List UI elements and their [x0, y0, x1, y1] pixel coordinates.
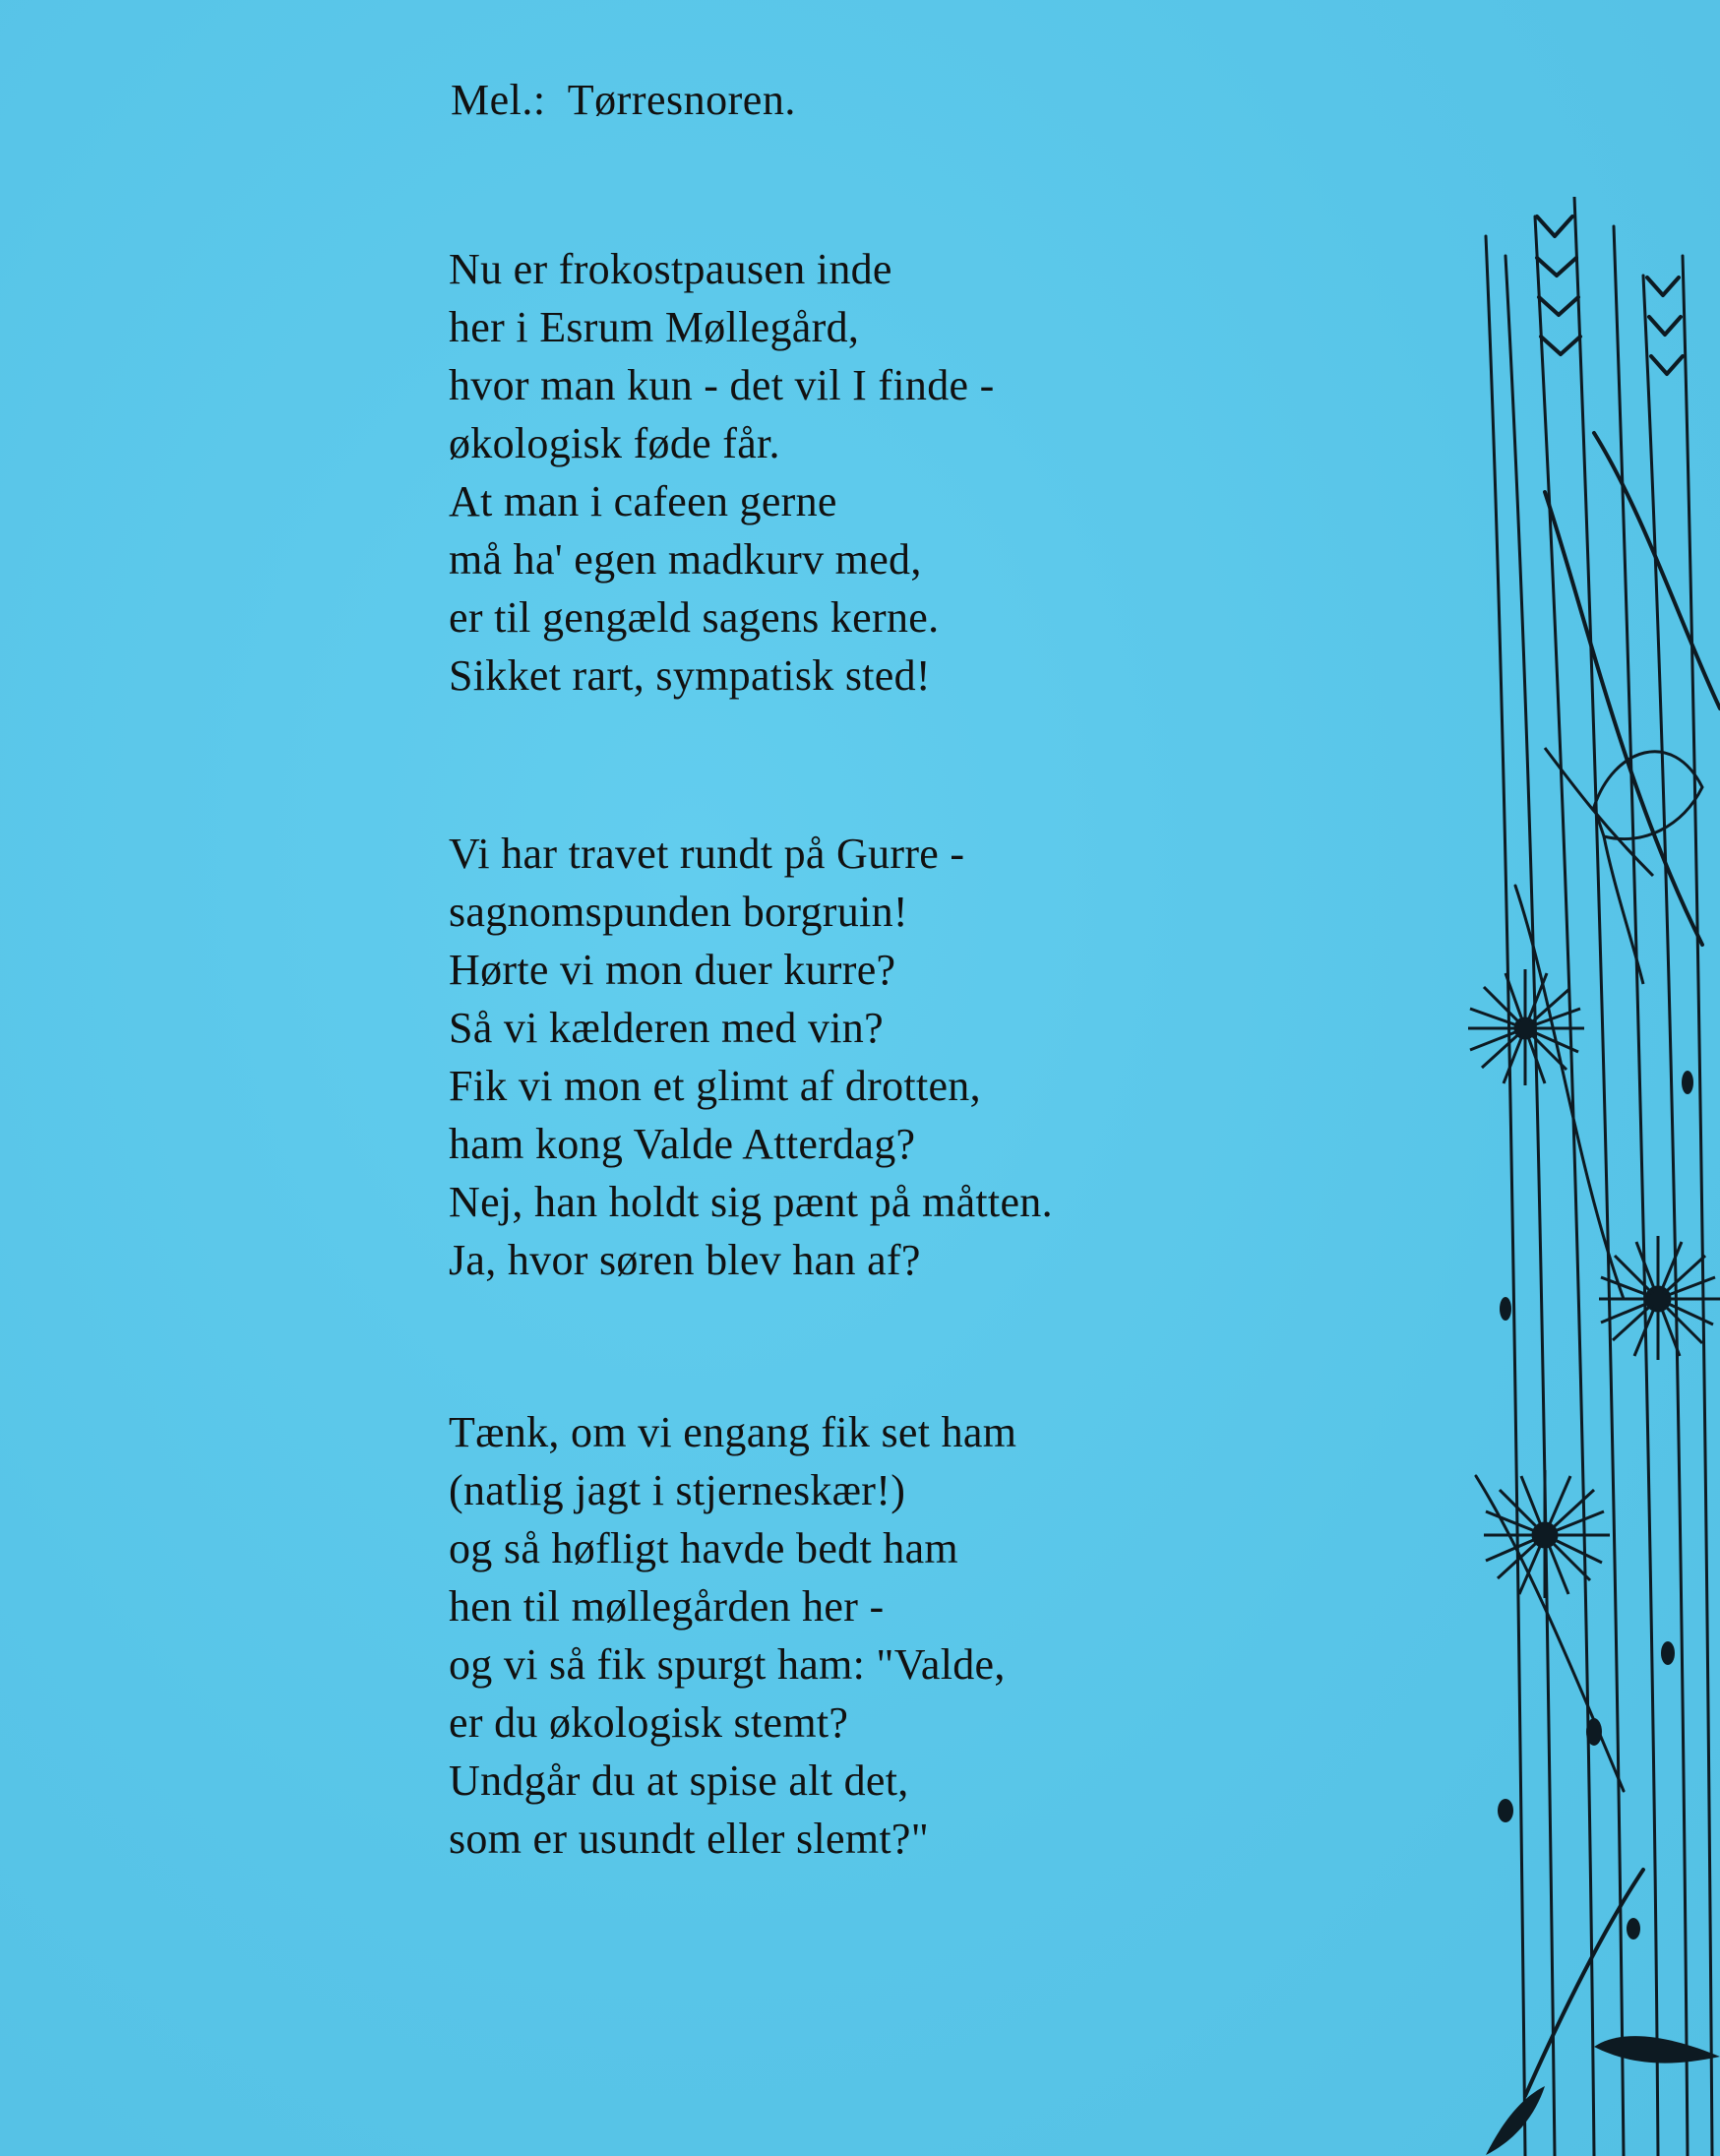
verse-line: Nej, han holdt sig pænt på måtten. [449, 1178, 1053, 1226]
verse-line: hen til møllegården her - [449, 1582, 885, 1631]
verse-line: Tænk, om vi engang fik set ham [449, 1408, 1017, 1456]
verse-line: Nu er frokostpausen inde [449, 245, 892, 293]
verse-line: må ha' egen madkurv med, [449, 535, 922, 584]
verse-line: Ja, hvor søren blev han af? [449, 1236, 921, 1284]
verse-line: økologisk føde får. [449, 419, 780, 467]
melody-heading: Mel.: Tørresnoren. [451, 76, 796, 124]
stanza-3 [449, 1403, 1016, 1868]
verse-line: Sikket rart, sympatisk sted! [449, 651, 931, 700]
verse-line: Så vi kælderen med vin? [449, 1004, 884, 1052]
verse-line: som er usundt eller slemt?" [449, 1815, 929, 1863]
wildflower-drawing-icon [1446, 197, 1720, 2156]
verse-line: er du økologisk stemt? [449, 1698, 849, 1747]
verse-line: At man i cafeen gerne [449, 477, 837, 525]
verse-line: her i Esrum Møllegård, [449, 303, 860, 351]
verse-line: og så høfligt havde bedt ham [449, 1524, 958, 1572]
verse-line: er til gengæld sagens kerne. [449, 593, 940, 642]
verse-line: (natlig jagt i stjerneskær!) [449, 1466, 906, 1514]
verse-line: Hørte vi mon duer kurre? [449, 946, 896, 994]
verse-line: hvor man kun - det vil I finde - [449, 361, 995, 409]
verse-line: og vi så fik spurgt ham: "Valde, [449, 1640, 1006, 1689]
verse-line: ham kong Valde Atterdag? [449, 1120, 916, 1168]
verse-line: Undgår du at spise alt det, [449, 1756, 909, 1805]
stanza-2 [449, 825, 1053, 1289]
verse-line: sagnomspunden borgruin! [449, 888, 908, 936]
verse-line: Vi har travet rundt på Gurre - [449, 830, 965, 878]
verse-line: Fik vi mon et glimt af drotten, [449, 1062, 981, 1110]
stanza-1 [449, 240, 995, 705]
